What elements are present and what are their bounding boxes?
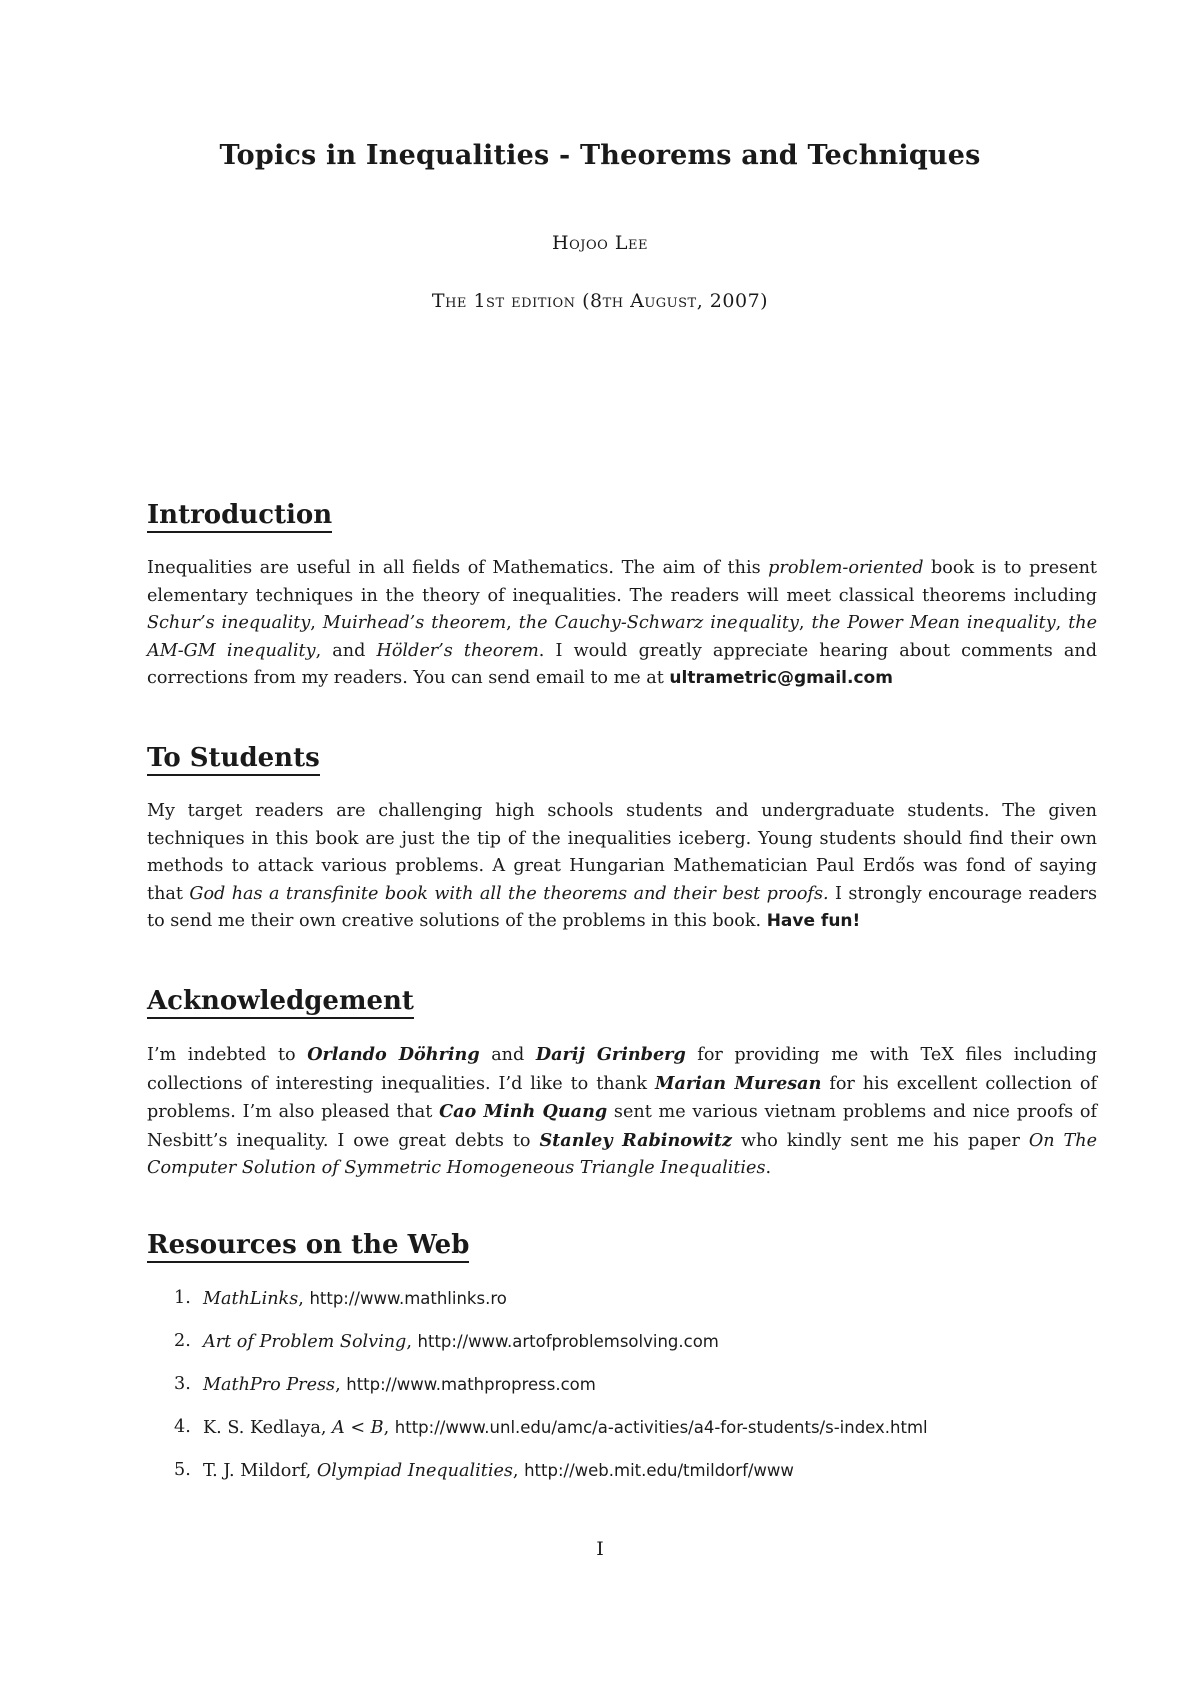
person-name: Stanley Rabinowitz — [539, 1129, 732, 1151]
text-run: K. S. Kedlaya, — [203, 1418, 333, 1438]
resource-url[interactable]: http://www.mathlinks.ro — [309, 1289, 507, 1308]
resource-url[interactable]: http://www.unl.edu/amc/a-activities/a4-for-students/s-index.html — [394, 1418, 928, 1437]
section-to-students — [147, 743, 1097, 936]
author-name: Hojoo Lee — [552, 232, 648, 254]
section-heading: Resources on the Web — [147, 1230, 469, 1263]
acknowledgement-paragraph — [147, 1041, 1097, 1183]
resource-name: A < B — [332, 1418, 384, 1438]
text-run: T. J. Mildorf, — [203, 1461, 317, 1481]
email-address[interactable]: ultrametric@gmail.com — [669, 668, 893, 688]
resource-name: Olympiad Inequalities — [316, 1461, 513, 1481]
text-run: for providing me with TeX files including collections of interesting inequalities. I’d like to thank — [147, 1045, 1098, 1094]
section-resources — [147, 1230, 1097, 1500]
theorem-name: the Power Mean inequality — [811, 613, 1056, 633]
list-item — [147, 1414, 1097, 1442]
text-run: , — [798, 613, 812, 633]
list-number: 2. — [174, 1331, 191, 1351]
text-run: Inequalities are useful in all fields of Mathematics. The aim of this — [147, 558, 769, 578]
list-number: 5. — [174, 1460, 191, 1480]
list-number: 4. — [174, 1417, 191, 1437]
text-run: . I would greatly appreciate hearing about comments and corrections from my readers. You can send email to me at — [147, 640, 1097, 688]
text-run: for his excellent collection of problems. I’m also pleased that — [147, 1073, 1097, 1122]
text-run: who kindly sent me his paper — [731, 1130, 1029, 1151]
document-title: Topics in Inequalities - Theorems and Techniques — [219, 140, 981, 171]
resource-name: Art of Problem Solving — [203, 1332, 407, 1352]
text-run: I strongly encourage readers to send me their own creative solutions of the problems in this book. — [147, 883, 1097, 931]
text-run: , and — [315, 640, 377, 661]
text-run: sent me various vietnam problems and nice proofs of Nesbitt’s inequality. I owe great debts to — [147, 1102, 1097, 1151]
resource-name: MathPro Press — [203, 1375, 336, 1395]
text-run: , — [310, 613, 323, 633]
have-fun-text: Have fun! — [766, 911, 861, 931]
theorem-name: Hölder’s theorem — [376, 640, 539, 661]
edition-line: The 1st edition (8th August, 2007) — [431, 290, 769, 312]
quote: God has a transfinite book with all the theorems and their best proofs. — [189, 883, 829, 904]
list-number: 1. — [174, 1288, 191, 1308]
theorem-name: Schur’s inequality — [147, 613, 311, 633]
emphasis: problem-oriented — [768, 558, 924, 578]
text-run: , — [406, 1332, 418, 1352]
list-item — [147, 1285, 1097, 1313]
resource-name: MathLinks — [203, 1289, 299, 1309]
person-name: Marian Muresan — [655, 1072, 822, 1094]
section-heading: To Students — [147, 743, 320, 776]
text-run: book is to present elementary techniques in the theory of inequalities. The readers will meet classical theorems including — [147, 558, 1097, 606]
introduction-paragraph — [147, 555, 1097, 693]
text-run: and — [479, 1045, 536, 1065]
text-run: , — [298, 1289, 310, 1309]
text-run: , — [335, 1375, 347, 1395]
text-run: , — [506, 613, 519, 633]
section-heading: Acknowledgement — [147, 986, 414, 1019]
theorem-name: Muirhead’s theorem — [322, 613, 507, 633]
students-paragraph — [147, 798, 1097, 936]
section-introduction — [147, 500, 1097, 693]
list-item — [147, 1371, 1097, 1399]
text-run: , — [512, 1461, 525, 1481]
resource-url[interactable]: http://www.mathpropress.com — [346, 1375, 596, 1394]
section-heading: Introduction — [147, 500, 332, 533]
resource-url[interactable]: http://www.artofproblemsolving.com — [417, 1332, 719, 1351]
resource-list — [147, 1285, 1097, 1485]
section-acknowledgement — [147, 986, 1097, 1183]
text-run: , — [1055, 613, 1069, 633]
list-item — [147, 1328, 1097, 1356]
text-run: . — [765, 1158, 772, 1178]
resource-url[interactable]: http://web.mit.edu/tmildorf/www — [524, 1461, 794, 1480]
list-item — [147, 1457, 1097, 1485]
list-number: 3. — [174, 1374, 191, 1394]
text-run: , — [383, 1418, 395, 1438]
theorem-name: the AM-GM inequality — [147, 613, 1098, 661]
theorem-name: the Cauchy-Schwarz inequality — [518, 613, 799, 633]
person-name: Cao Minh Quang — [439, 1101, 608, 1122]
text-run: I’m indebted to — [147, 1045, 308, 1065]
paper-title: On The Computer Solution of Symmetric Homogeneous Triangle Inequalities — [147, 1130, 1097, 1178]
text-run: My target readers are challenging high schools students and undergraduate students. The given techniques in this book are just the tip of the inequalities iceberg. Young students should find their own methods to attack various problems. A great Hungarian Mathematician Paul Erdős was fond of saying that — [147, 801, 1097, 904]
person-name: Darij Grinberg — [535, 1044, 686, 1065]
person-name: Orlando Döhring — [307, 1044, 480, 1065]
page-number: I — [596, 1538, 604, 1560]
